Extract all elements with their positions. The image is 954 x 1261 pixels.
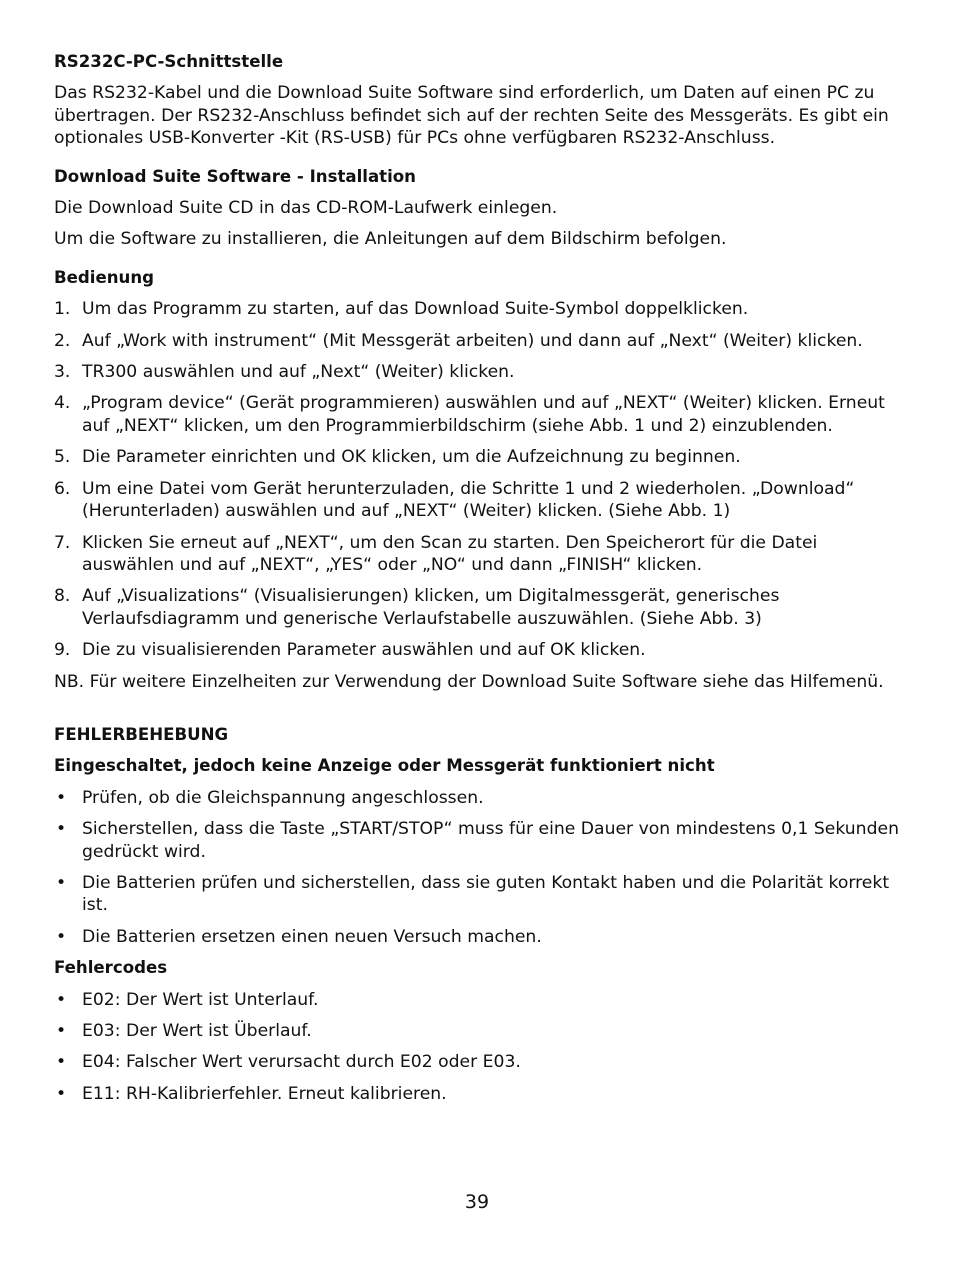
bullet-icon: • (56, 989, 67, 1010)
step-item (54, 330, 904, 352)
list-item-text: Prüfen, ob die Gleichspannung angeschlossen. (82, 787, 484, 808)
step-number: 2. (54, 330, 71, 351)
troubleshooting-heading: FEHLERBEHEBUNG (54, 724, 229, 744)
list-item-text: Sicherstellen, dass die Taste „START/STOP“ muss für eine Dauer von mindestens 0,1 Sekunden gedrückt wird. (82, 819, 899, 862)
list-item (54, 1083, 904, 1105)
list-item (54, 818, 904, 863)
step-item (54, 392, 904, 437)
step-text: Um eine Datei vom Gerät herunterzuladen, die Schritte 1 und 2 wiederholen. „Download“ (Herunterladen) auswählen und auf „NEXT“ (Weiter) klicken. (Siehe Abb. 1) (82, 478, 855, 522)
step-text: Die zu visualisierenden Parameter auswählen und auf OK klicken. (82, 640, 646, 661)
step-text: Die Parameter einrichten und OK klicken, um die Aufzeichnung zu beginnen. (82, 447, 741, 468)
bullet-icon: • (56, 787, 67, 808)
step-text: Auf „Visualizations“ (Visualisierungen) klicken, um Digitalmessgerät, generisches Verlaufsdiagramm und generische Verlaufstabelle auszuwählen. (Siehe Abb. 3) (82, 586, 780, 629)
bullet-icon: • (56, 1083, 67, 1104)
step-item (54, 478, 904, 523)
step-item (54, 361, 904, 383)
step-text: Klicken Sie erneut auf „NEXT“, um den Scan zu starten. Den Speicherort für die Datei auswählen und auf „NEXT“, „YES“ oder „NO“ und dann „FINISH“ klicken. (82, 532, 818, 575)
error-code-text: E11: RH-Kalibrierfehler. Erneut kalibrieren. (82, 1083, 447, 1104)
step-item (54, 585, 904, 630)
step-item (54, 532, 904, 577)
list-item (54, 787, 904, 809)
rs232-heading: RS232C-PC-Schnittstelle (54, 52, 284, 71)
list-item (54, 989, 904, 1011)
step-number: 6. (54, 478, 71, 499)
list-item (54, 1020, 904, 1042)
step-number: 5. (54, 447, 71, 468)
step-number: 3. (54, 362, 71, 383)
install-line: Um die Software zu installieren, die Anleitungen auf dem Bildschirm befolgen. (54, 229, 727, 250)
bullet-icon: • (56, 872, 67, 893)
step-text: „Program device“ (Gerät programmieren) auswählen und auf „NEXT“ (Weiter) klicken. Erneut auf „NEXT“ klicken, um den Programmierbildschirm (siehe Abb. 1 und 2) einzublenden. (82, 393, 885, 436)
install-heading: Download Suite Software - Installation (54, 166, 416, 186)
bullet-icon: • (56, 926, 67, 947)
step-text: TR300 auswählen und auf „Next“ (Weiter) klicken. (82, 362, 515, 383)
step-number: 7. (54, 532, 71, 553)
list-item (54, 926, 904, 948)
error-codes-list (54, 989, 904, 1106)
bullet-icon: • (56, 819, 67, 840)
error-codes-heading: Fehlercodes (54, 958, 168, 978)
error-code-text: E04: Falscher Wert verursacht durch E02 oder E03. (82, 1052, 521, 1073)
install-line: Die Download Suite CD in das CD-ROM-Laufwerk einlegen. (54, 198, 558, 219)
list-item-text: Die Batterien ersetzen einen neuen Versuch machen. (82, 926, 542, 947)
step-item (54, 298, 904, 320)
step-text: Um das Programm zu starten, auf das Download Suite-Symbol doppelklicken. (82, 299, 749, 320)
bullet-icon: • (56, 1052, 67, 1073)
page-number: 39 (464, 1191, 490, 1213)
error-code-text: E02: Der Wert ist Unterlauf. (82, 989, 319, 1010)
troubleshooting-subheading: Eingeschaltet, jedoch keine Anzeige oder Messgerät funktioniert nicht (54, 756, 715, 776)
bullet-icon: • (56, 1021, 67, 1041)
step-number: 4. (54, 393, 71, 414)
error-code-text: E03: Der Wert ist Überlauf. (82, 1021, 312, 1041)
troubleshooting-list (54, 787, 904, 948)
list-item (54, 1051, 904, 1073)
list-item-text: Die Batterien prüfen und sicherstellen, dass sie guten Kontakt haben und die Polarität korrekt ist. (82, 872, 890, 916)
step-number: 1. (54, 299, 71, 320)
operation-note: NB. Für weitere Einzelheiten zur Verwendung der Download Suite Software siehe das Hilfemenü. (54, 671, 884, 692)
step-number: 8. (54, 586, 71, 607)
step-item (54, 639, 904, 661)
operation-steps (54, 298, 904, 661)
step-text: Auf „Work with instrument“ (Mit Messgerät arbeiten) und dann auf „Next“ (Weiter) klicken. (82, 330, 863, 351)
manual-page (54, 51, 904, 1114)
rs232-body: Das RS232-Kabel und die Download Suite Software sind erforderlich, um Daten auf einen PC zu übertragen. Der RS232-Anschluss befindet sich auf der rechten Seite des Messgeräts. Es gibt ein optionales USB-Konverter -Kit (RS-USB) für PCs ohne verfügbaren RS232-Anschluss. (54, 83, 889, 149)
step-number: 9. (54, 640, 71, 661)
step-item (54, 446, 904, 468)
list-item (54, 872, 904, 917)
operation-heading: Bedienung (54, 267, 155, 287)
